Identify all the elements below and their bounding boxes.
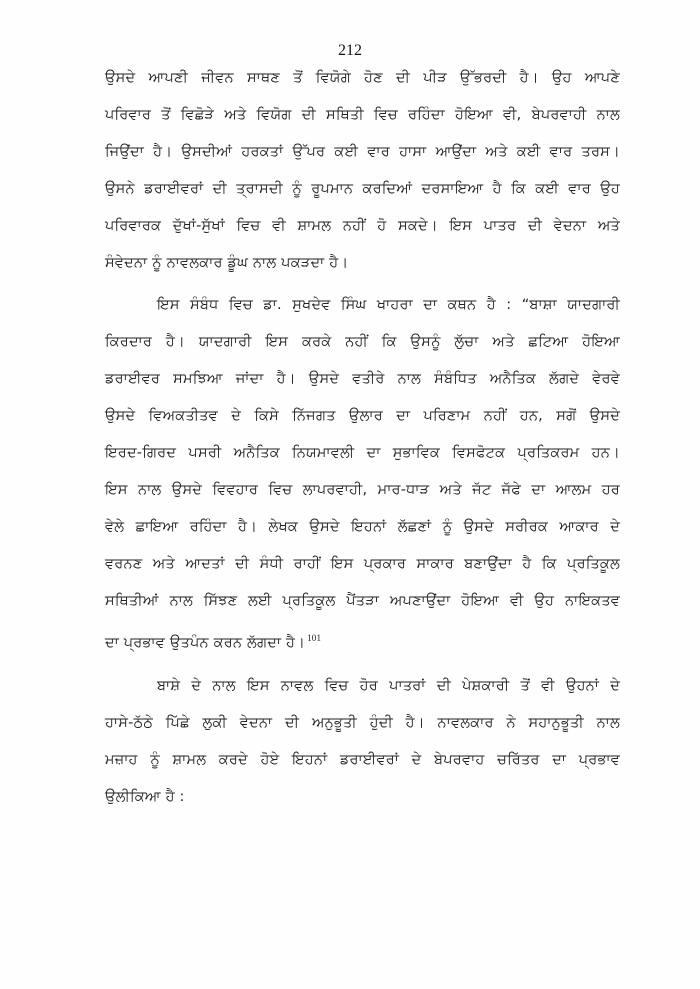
paragraph-line: ਉਸਦੇ ਵਿਅਕਤੀਤਵ ਦੇ ਕਿਸੇ ਨਿੱਜਗਤ ਉਲਾਰ ਦਾ ਪਰਿਣਾਮ ਨਹੀਂ ਹਨ, ਸਗੋਂ ਉਸਦੇ [105, 408, 620, 424]
page-number: 212 [338, 42, 362, 59]
paragraph-line: ਸਥਿਤੀਆਂ ਨਾਲ ਸਿੱਝਣ ਲਈ ਪ੍ਰਤਿਕੂਲ ਪੈਂਤੜਾ ਅਪਣਾਉਂਦਾ ਹੋਇਆ ਵੀ ਉਹ ਨਾਇਕਤਵ [105, 593, 620, 609]
paragraph-line: ਇਸ ਸੰਬੰਧ ਵਿਚ ਡਾ. ਸੁਖਦੇਵ ਸਿੰਘ ਖਾਹਰਾ ਦਾ ਕਥਨ ਹੈ : “ਬਾਸ਼ਾ ਯਾਦਗਾਰੀ [157, 297, 620, 313]
paragraph-2-quotation [105, 287, 620, 657]
paragraph-line: ਵੇਲੇ ਛਾਇਆ ਰਹਿੰਦਾ ਹੈ। ਲੇਖਕ ਉਸਦੇ ਇਹਨਾਂ ਲੱਛਣਾਂ ਨੂੰ ਉਸਦੇ ਸਰੀਰਕ ਆਕਾਰ ਦੇ [105, 519, 620, 535]
paragraph-line: ਹਾਸੇ-ਠੱਠੇ ਪਿੱਛੇ ਲੁਕੀ ਵੇਦਨਾ ਦੀ ਅਨੁਭੂਤੀ ਹੁੰਦੀ ਹੈ। ਨਾਵਲਕਾਰ ਨੇ ਸਹਾਨੁਭੂਤੀ ਨਾਲ [105, 715, 620, 731]
paragraph-line: ਪਰਿਵਾਰ ਤੋਂ ਵਿਛੋੜੇ ਅਤੇ ਵਿਯੋਗ ਦੀ ਸਥਿਤੀ ਵਿਚ ਰਹਿੰਦਾ ਹੋਇਆ ਵੀ, ਬੇਪਰਵਾਹੀ ਨਾਲ [105, 107, 620, 123]
paragraph-line: ਉਲੀਕਿਆ ਹੈ : [105, 789, 185, 805]
paragraph-line: ਜਿਉਂਦਾ ਹੈ। ਉਸਦੀਆਂ ਹਰਕਤਾਂ ਉੱਪਰ ਕਈ ਵਾਰ ਹਾਸਾ ਆਉਂਦਾ ਅਤੇ ਕਈ ਵਾਰ ਤਰਸ। [105, 144, 620, 160]
paragraph-line: ਉਸਦੇ ਆਪਣੀ ਜੀਵਨ ਸਾਥਣ ਤੋਂ ਵਿਯੋਗੇ ਹੋਣ ਦੀ ਪੀੜ ਉੱਭਰਦੀ ਹੈ। ਉਹ ਆਪਣੇ [105, 70, 620, 86]
paragraph-line-text: ਦਾ ਪ੍ਰਭਾਵ ਉਤਪੰਨ ਕਰਨ ਲੱਗਦਾ ਹੈ। [105, 635, 306, 651]
paragraph-spacer [105, 657, 620, 668]
paragraph-1 [105, 60, 620, 282]
paragraph-line: ਇਰਦ-ਗਿਰਦ ਪਸਰੀ ਅਨੈਤਿਕ ਨਿਯਮਾਵਲੀ ਦਾ ਸੁਭਾਵਿਕ ਵਿਸਫੋਟਕ ਪ੍ਰਤਿਕਰਮ ਹਨ। [105, 445, 620, 461]
paragraph-line: ਕਿਰਦਾਰ ਹੈ। ਯਾਦਗਾਰੀ ਇਸ ਕਰਕੇ ਨਹੀਂ ਕਿ ਉਸਨੂੰ ਲੁੱਚਾ ਅਤੇ ਛਟਿਆ ਹੋਇਆ [105, 334, 620, 350]
paragraph-line: ਡਰਾਈਵਰ ਸਮਝਿਆ ਜਾਂਦਾ ਹੈ। ਉਸਦੇ ਵਤੀਰੇ ਨਾਲ ਸੰਬੰਧਿਤ ਅਨੈਤਿਕ ਲੱਗਦੇ ਵੇਰਵੇ [105, 371, 620, 387]
paragraph-line: ਵਰਨਣ ਅਤੇ ਆਦਤਾਂ ਦੀ ਸੰਧੀ ਰਾਹੀਂ ਇਸ ਪ੍ਰਕਾਰ ਸਾਕਾਰ ਬਣਾਉਂਦਾ ਹੈ ਕਿ ਪ੍ਰਤਿਕੂਲ [105, 556, 620, 572]
paragraph-3 [105, 668, 620, 816]
paragraph-line: ਮਜ਼ਾਹ ਨੂੰ ਸ਼ਾਮਲ ਕਰਦੇ ਹੋਏ ਇਹਨਾਂ ਡਰਾਈਵਰਾਂ ਦੇ ਬੇਪਰਵਾਹ ਚਰਿੱਤਰ ਦਾ ਪ੍ਰਭਾਵ [105, 752, 620, 768]
paragraph-line: ਪਰਿਵਾਰਕ ਦੁੱਖਾਂ-ਸੁੱਖਾਂ ਵਿਚ ਵੀ ਸ਼ਾਮਲ ਨਹੀਂ ਹੋ ਸਕਦੇ। ਇਸ ਪਾਤਰ ਦੀ ਵੇਦਨਾ ਅਤੇ [105, 218, 620, 234]
paragraph-line: ਇਸ ਨਾਲ ਉਸਦੇ ਵਿਵਹਾਰ ਵਿਚ ਲਾਪਰਵਾਹੀ, ਮਾਰ-ਧਾੜ ਅਤੇ ਜੱਟ ਜੱਫੇ ਦਾ ਆਲਮ ਹਰ [105, 482, 620, 498]
paragraph-line: ਸੰਵੇਦਨਾ ਨੂੰ ਨਾਵਲਕਾਰ ਡੂੰਘ ਨਾਲ ਪਕੜਦਾ ਹੈ। [105, 255, 349, 271]
paragraph-line: ਉਸਨੇ ਡਰਾਈਵਰਾਂ ਦੀ ਤ੍ਰਾਸਦੀ ਨੂੰ ਰੂਪਮਾਨ ਕਰਦਿਆਂ ਦਰਸਾਇਆ ਹੈ ਕਿ ਕਈ ਵਾਰ ਉਹ [105, 181, 620, 197]
paragraph-line: ਬਾਸ਼ੇ ਦੇ ਨਾਲ ਇਸ ਨਾਵਲ ਵਿਚ ਹੋਰ ਪਾਤਰਾਂ ਦੀ ਪੇਸ਼ਕਾਰੀ ਤੋਂ ਵੀ ਉਹਨਾਂ ਦੇ [157, 678, 620, 694]
paragraph-line-with-footnote [105, 620, 620, 657]
footnote-reference[interactable]: 101 [307, 633, 322, 643]
body-text [105, 60, 620, 816]
